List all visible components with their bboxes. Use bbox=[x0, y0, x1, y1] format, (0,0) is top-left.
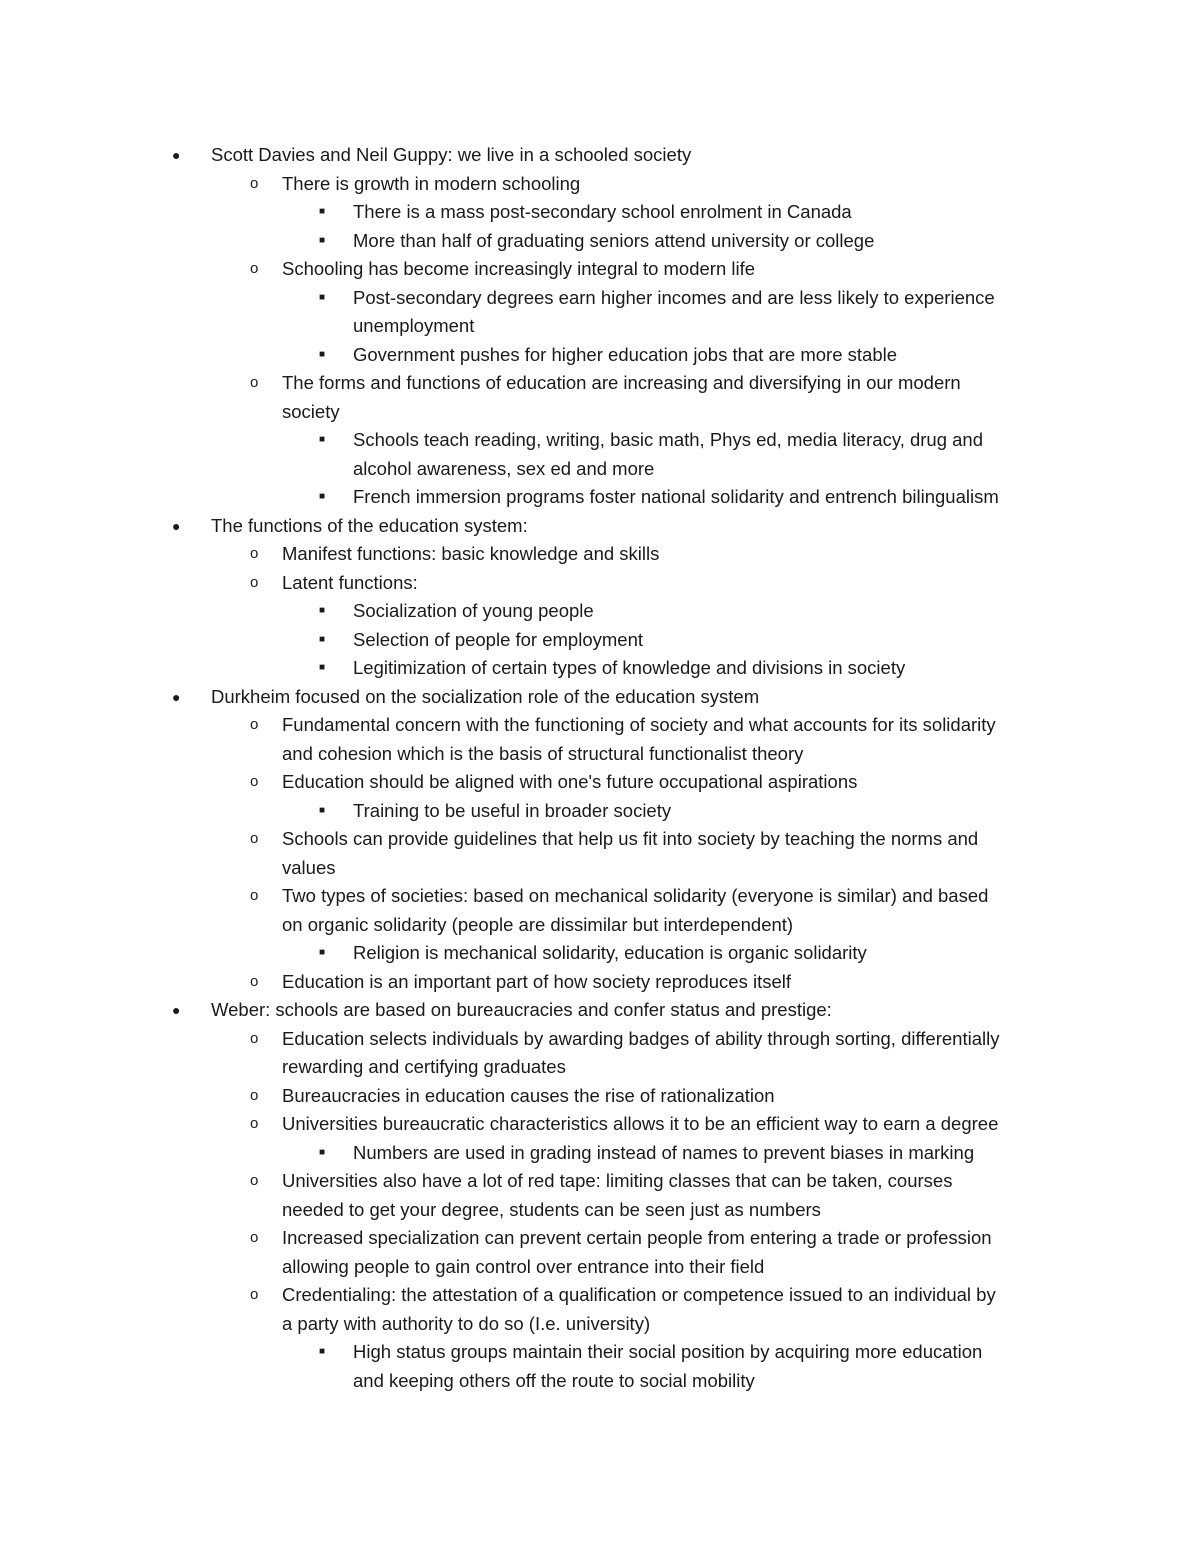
sub-sub-bullet-marker-icon: ■ bbox=[319, 947, 326, 958]
list-item-text: Two types of societies: based on mechanical solidarity (everyone is similar) and based bbox=[282, 885, 989, 906]
list-item-line bbox=[0, 483, 1200, 512]
list-item-line bbox=[0, 996, 1200, 1025]
sub-sub-bullet-marker-icon: ■ bbox=[319, 206, 326, 217]
bullet-marker-icon: ● bbox=[172, 517, 181, 534]
document-body bbox=[0, 141, 1200, 1395]
list-item-line bbox=[0, 198, 1200, 227]
list-item-line bbox=[0, 1253, 1200, 1282]
list-item-text: Education should be aligned with one's future occupational aspirations bbox=[282, 771, 858, 792]
list-item-line bbox=[0, 369, 1200, 398]
list-item-text: Education selects individuals by awarding badges of ability through sorting, differentially bbox=[282, 1027, 1000, 1049]
sub-bullet-marker-icon: o bbox=[250, 1029, 259, 1047]
list-item-line bbox=[0, 255, 1200, 284]
list-item-text: and cohesion which is the basis of structural functionalist theory bbox=[282, 742, 804, 764]
bullet-marker-icon: ● bbox=[172, 688, 181, 705]
list-item-text: needed to get your degree, students can be seen just as numbers bbox=[282, 1198, 821, 1220]
list-item-text: Durkheim focused on the socialization role of the education system bbox=[211, 685, 760, 707]
list-item-line bbox=[0, 512, 1200, 541]
list-item-text: The forms and functions of education are increasing and diversifying in our modern bbox=[282, 372, 961, 393]
sub-bullet-marker-icon: o bbox=[250, 887, 259, 904]
list-item-line bbox=[0, 740, 1200, 769]
list-item-text: Schools teach reading, writing, basic math, Phys ed, media literacy, drug and bbox=[353, 429, 984, 450]
sub-bullet-marker-icon: o bbox=[250, 716, 259, 733]
sub-sub-bullet-marker-icon: ■ bbox=[319, 234, 326, 246]
list-item-text: on organic solidarity (people are dissimilar but interdependent) bbox=[282, 913, 794, 935]
sub-bullet-marker-icon: o bbox=[250, 972, 259, 990]
list-item-text: alcohol awareness, sex ed and more bbox=[353, 457, 655, 479]
sub-sub-bullet-marker-icon: ■ bbox=[319, 1346, 326, 1357]
list-item-text: Universities bureaucratic characteristics allows it to be an efficient way to earn a degree bbox=[282, 1113, 999, 1134]
list-item-line bbox=[0, 1338, 1200, 1367]
list-item-line bbox=[0, 1082, 1200, 1111]
list-item-text: There is growth in modern schooling bbox=[282, 172, 581, 194]
list-item-line bbox=[0, 968, 1200, 997]
list-item-line bbox=[0, 854, 1200, 883]
list-item-line bbox=[0, 540, 1200, 569]
sub-sub-bullet-marker-icon: ■ bbox=[319, 291, 326, 303]
list-item-line bbox=[0, 597, 1200, 626]
list-item-line bbox=[0, 882, 1200, 911]
sub-sub-bullet-marker-icon: ■ bbox=[319, 605, 326, 616]
sub-bullet-marker-icon: o bbox=[250, 545, 259, 562]
sub-sub-bullet-marker-icon: ■ bbox=[319, 1146, 326, 1158]
list-item-line bbox=[0, 426, 1200, 455]
list-item-line bbox=[0, 911, 1200, 940]
list-item-text: Universities also have a lot of red tape: limiting classes that can be taken, courses bbox=[282, 1170, 953, 1191]
list-item-line bbox=[0, 1224, 1200, 1253]
sub-bullet-marker-icon: o bbox=[250, 1229, 259, 1246]
sub-sub-bullet-marker-icon: ■ bbox=[319, 348, 326, 360]
sub-bullet-marker-icon: o bbox=[250, 1286, 259, 1303]
bullet-marker-icon: ● bbox=[172, 1002, 181, 1018]
list-item-line bbox=[0, 398, 1200, 427]
list-item-line bbox=[0, 1310, 1200, 1339]
sub-bullet-marker-icon: o bbox=[250, 573, 259, 591]
list-item-line bbox=[0, 939, 1200, 968]
list-item-text: Schools can provide guidelines that help us fit into society by teaching the norms and bbox=[282, 828, 979, 849]
list-item-text: Training to be useful in broader society bbox=[353, 799, 672, 821]
list-item-line bbox=[0, 312, 1200, 341]
sub-sub-bullet-marker-icon: ■ bbox=[319, 804, 326, 816]
list-item-text: and keeping others off the route to social mobility bbox=[353, 1369, 755, 1391]
list-item-text: Credentialing: the attestation of a qualification or competence issued to an individual by bbox=[282, 1284, 996, 1305]
list-item-line bbox=[0, 683, 1200, 712]
list-item-text: allowing people to gain control over entrance into their field bbox=[282, 1255, 765, 1277]
sub-bullet-marker-icon: o bbox=[250, 1172, 259, 1189]
list-item-line bbox=[0, 227, 1200, 256]
list-item-line bbox=[0, 768, 1200, 797]
list-item-line bbox=[0, 1367, 1200, 1396]
list-item-text: Manifest functions: basic knowledge and skills bbox=[282, 543, 660, 564]
list-item-line bbox=[0, 797, 1200, 826]
sub-bullet-marker-icon: o bbox=[250, 174, 259, 192]
list-item-line bbox=[0, 825, 1200, 854]
list-item-text: French immersion programs foster national solidarity and entrench bilingualism bbox=[353, 486, 999, 507]
list-item-text: Government pushes for higher education jobs that are more stable bbox=[353, 343, 898, 365]
list-item-line bbox=[0, 1167, 1200, 1196]
list-item-line bbox=[0, 341, 1200, 370]
list-item-line bbox=[0, 569, 1200, 598]
list-item-line bbox=[0, 654, 1200, 683]
list-item-text: High status groups maintain their social position by acquiring more education bbox=[353, 1341, 983, 1362]
list-item-text: values bbox=[282, 856, 336, 878]
list-item-line bbox=[0, 711, 1200, 740]
sub-bullet-marker-icon: o bbox=[250, 830, 259, 847]
sub-sub-bullet-marker-icon: ■ bbox=[319, 633, 326, 645]
list-item-line bbox=[0, 1110, 1200, 1139]
list-item-text: Numbers are used in grading instead of names to prevent biases in marking bbox=[353, 1141, 975, 1163]
sub-sub-bullet-marker-icon: ■ bbox=[319, 662, 326, 673]
sub-bullet-marker-icon: o bbox=[250, 773, 259, 790]
list-item-text: society bbox=[282, 400, 340, 422]
list-item-text: Weber: schools are based on bureaucracies and confer status and prestige: bbox=[211, 999, 832, 1020]
list-item-text: Increased specialization can prevent certain people from entering a trade or profession bbox=[282, 1227, 992, 1248]
list-item-text: Socialization of young people bbox=[353, 600, 594, 621]
sub-bullet-marker-icon: o bbox=[250, 260, 259, 277]
list-item-text: a party with authority to do so (I.e. university) bbox=[282, 1312, 651, 1334]
list-item-line bbox=[0, 455, 1200, 484]
list-item-text: Fundamental concern with the functioning of society and what accounts for its solidarity bbox=[282, 714, 996, 735]
list-item-line bbox=[0, 284, 1200, 313]
list-item-text: Education is an important part of how society reproduces itself bbox=[282, 970, 792, 992]
list-item-text: Post-secondary degrees earn higher incomes and are less likely to experience bbox=[353, 286, 995, 308]
list-item-text: Latent functions: bbox=[282, 571, 418, 593]
list-item-text: The functions of the education system: bbox=[211, 514, 528, 536]
list-item-text: Religion is mechanical solidarity, education is organic solidarity bbox=[353, 942, 867, 963]
sub-bullet-marker-icon: o bbox=[250, 1115, 259, 1132]
bullet-marker-icon: ● bbox=[172, 147, 181, 163]
list-item-text: rewarding and certifying graduates bbox=[282, 1056, 566, 1077]
list-item-line bbox=[0, 1281, 1200, 1310]
list-item-text: Selection of people for employment bbox=[353, 628, 644, 650]
list-item-line bbox=[0, 170, 1200, 199]
list-item-line bbox=[0, 626, 1200, 655]
sub-bullet-marker-icon: o bbox=[250, 1086, 259, 1104]
list-item-line bbox=[0, 1025, 1200, 1054]
list-item-line bbox=[0, 141, 1200, 170]
list-item-line bbox=[0, 1139, 1200, 1168]
list-item-text: There is a mass post-secondary school enrolment in Canada bbox=[353, 201, 852, 222]
list-item-text: Scott Davies and Neil Guppy: we live in a schooled society bbox=[211, 144, 692, 165]
list-item-line bbox=[0, 1053, 1200, 1082]
sub-sub-bullet-marker-icon: ■ bbox=[319, 434, 326, 445]
sub-sub-bullet-marker-icon: ■ bbox=[319, 491, 326, 502]
list-item-text: Schooling has become increasingly integral to modern life bbox=[282, 258, 756, 279]
list-item-text: Legitimization of certain types of knowledge and divisions in society bbox=[353, 657, 906, 678]
list-item-text: unemployment bbox=[353, 315, 475, 336]
list-item-text: Bureaucracies in education causes the rise of rationalization bbox=[282, 1084, 775, 1106]
list-item-text: More than half of graduating seniors attend university or college bbox=[353, 229, 875, 251]
list-item-line bbox=[0, 1196, 1200, 1225]
sub-bullet-marker-icon: o bbox=[250, 374, 259, 391]
